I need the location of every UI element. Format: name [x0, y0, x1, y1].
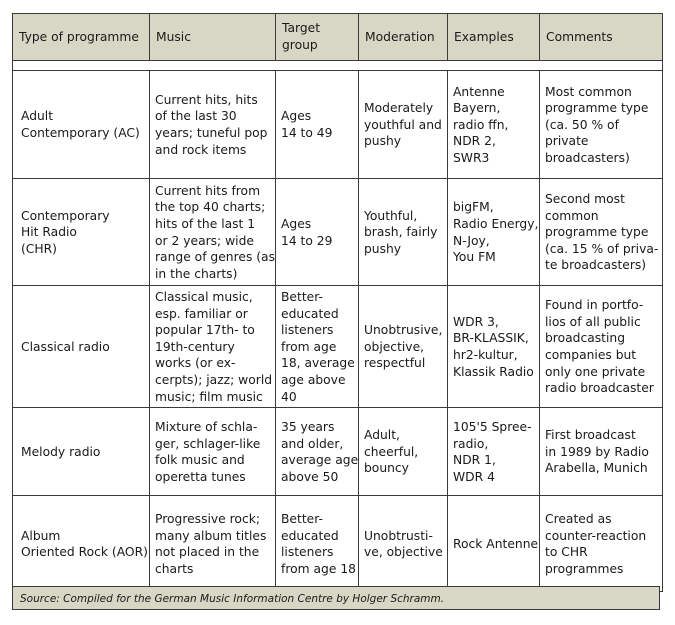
- cell-text-line: radio,: [453, 436, 489, 451]
- cell-text-line: brash, fairly: [364, 225, 438, 240]
- cell-text-line: NDR 1,: [453, 453, 496, 468]
- cell-text-line: from age 18: [281, 561, 356, 576]
- header-type: Type of programme: [13, 14, 150, 61]
- examples-cell: [448, 496, 540, 592]
- header-comments: Comments: [540, 14, 663, 61]
- target-group-cell: [276, 179, 359, 286]
- cell-text-line: youthful and: [364, 117, 442, 132]
- cell-text-line: Unobtrusti-: [364, 528, 433, 543]
- target-group-cell: [276, 286, 359, 408]
- table-row: [13, 71, 663, 179]
- cell-text-line: ger, schlager-like: [155, 436, 261, 451]
- cell-text-line: Unobtrusive,: [364, 323, 443, 338]
- cell-text-line: above 50: [281, 469, 339, 484]
- music-cell: [150, 286, 276, 408]
- cell-text-line: esp. familiar or: [155, 306, 248, 321]
- comments-cell: [540, 179, 663, 286]
- cell-text-line: hr2-kultur,: [453, 348, 518, 363]
- cell-text-line: Moderately: [364, 101, 434, 116]
- cell-text-line: Created as: [545, 511, 612, 526]
- cell-text-line: bouncy: [364, 461, 409, 476]
- target-group-cell: [276, 408, 359, 496]
- cell-text-line: Melody radio: [21, 444, 101, 459]
- cell-text-line: Rock Antenne: [453, 536, 539, 551]
- examples-cell: [448, 71, 540, 179]
- table-row: [13, 496, 663, 592]
- header-music: Music: [150, 14, 276, 61]
- programme-types-table: [12, 13, 663, 592]
- cell-text-line: counter-reaction: [545, 528, 647, 543]
- cell-text-line: pushy: [364, 134, 402, 149]
- cell-text-line: Album: [21, 528, 61, 543]
- music-cell: [150, 496, 276, 592]
- cell-text-line: Youthful,: [364, 208, 418, 223]
- cell-text-line: Found in portfo-: [545, 298, 644, 313]
- cell-text-line: programme type: [545, 225, 649, 240]
- programme-types-table-wrapper: [12, 13, 662, 592]
- cell-text-line: 35 years: [281, 419, 335, 434]
- cell-text-line: (ca. 50 % of: [545, 117, 619, 132]
- cell-text-line: Ages: [281, 109, 312, 124]
- cell-text-line: broadcasters): [545, 150, 630, 165]
- cell-text-line: only one private: [545, 364, 646, 379]
- header-moderation: Moderation: [359, 14, 448, 61]
- type-cell: [13, 496, 150, 592]
- table-body: [13, 61, 663, 592]
- cell-text-line: Oriented Rock (AOR): [21, 545, 148, 560]
- cell-text-line: works (or ex-: [155, 356, 236, 371]
- comments-cell: [540, 408, 663, 496]
- cell-text-line: Adult,: [364, 428, 400, 443]
- target-group-cell: [276, 496, 359, 592]
- cell-text-line: ve, objective: [364, 545, 443, 560]
- cell-text-line: cerpts); jazz; world: [155, 372, 273, 387]
- source-note: Source: Compiled for the German Music Information Centre by Holger Schramm.: [12, 586, 660, 610]
- cell-text-line: Antenne: [453, 84, 505, 99]
- cell-text-line: Current hits, hits: [155, 92, 258, 107]
- cell-text-line: 18, average: [281, 356, 355, 371]
- cell-text-line: Mixture of schla-: [155, 419, 258, 434]
- cell-text-line: Contemporary: [21, 208, 110, 223]
- cell-text-line: Ages: [281, 216, 312, 231]
- cell-text-line: lios of all public: [545, 314, 641, 329]
- cell-text-line: te broadcasters): [545, 258, 647, 273]
- cell-text-line: or 2 years; wide: [155, 233, 254, 248]
- cell-text-line: in 1989 by Radio: [545, 444, 649, 459]
- cell-text-line: 40: [281, 389, 297, 404]
- cell-text-line: Second most: [545, 192, 625, 207]
- cell-text-line: WDR 3,: [453, 314, 499, 329]
- cell-text-line: Most common: [545, 84, 632, 99]
- cell-text-line: broadcasting: [545, 331, 625, 346]
- cell-text-line: charts: [155, 561, 194, 576]
- cell-text-line: educated: [281, 528, 339, 543]
- header-examples: Examples: [448, 14, 540, 61]
- cell-text-line: Better-: [281, 290, 323, 304]
- cell-text-line: N-Joy,: [453, 233, 490, 248]
- cell-text-line: Classical music,: [155, 290, 253, 304]
- cell-text-line: range of genres (as: [155, 250, 275, 265]
- cell-text-line: age above: [281, 372, 346, 387]
- music-cell: [150, 71, 276, 179]
- cell-text-line: You FM: [453, 250, 496, 265]
- cell-text-line: of the last 30: [155, 109, 237, 124]
- type-cell: [13, 286, 150, 408]
- cell-text-line: and rock items: [155, 142, 247, 157]
- cell-text-line: in the charts): [155, 266, 238, 281]
- comments-cell: [540, 71, 663, 179]
- cell-text-line: radio broadcaster: [545, 381, 654, 396]
- cell-text-line: Klassik Radio: [453, 364, 534, 379]
- moderation-cell: [359, 179, 448, 286]
- cell-text-line: NDR 2,: [453, 134, 496, 149]
- examples-cell: [448, 179, 540, 286]
- cell-text-line: pushy: [364, 241, 402, 256]
- cell-text-line: Current hits from: [155, 183, 261, 198]
- cell-text-line: operetta tunes: [155, 469, 246, 484]
- cell-text-line: to CHR: [545, 545, 588, 560]
- cell-text-line: private: [545, 134, 589, 149]
- cell-text-line: 14 to 29: [281, 233, 333, 248]
- cell-text-line: 19th-century: [155, 339, 235, 354]
- cell-text-line: Bayern,: [453, 101, 501, 116]
- cell-text-line: the top 40 charts;: [155, 200, 266, 215]
- cell-text-line: and older,: [281, 436, 344, 451]
- cell-text-line: many album titles: [155, 528, 267, 543]
- table-row: [13, 179, 663, 286]
- cell-text-line: respectful: [364, 356, 426, 371]
- cell-text-line: years; tuneful pop: [155, 126, 268, 140]
- header-target-group: Target group: [276, 14, 359, 61]
- cell-text-line: from age: [281, 339, 337, 354]
- cell-text-line: hits of the last 1: [155, 216, 256, 231]
- moderation-cell: [359, 286, 448, 408]
- cell-text-line: folk music and: [155, 453, 245, 468]
- cell-text-line: common: [545, 208, 599, 223]
- cell-text-line: 14 to 49: [281, 126, 333, 140]
- cell-text-line: listeners: [281, 323, 334, 338]
- target-group-cell: [276, 71, 359, 179]
- moderation-cell: [359, 71, 448, 179]
- type-cell: [13, 408, 150, 496]
- cell-text-line: Progressive rock;: [155, 511, 260, 526]
- cell-text-line: programmes: [545, 561, 624, 576]
- cell-text-line: music; film music: [155, 389, 263, 404]
- cell-text-line: educated: [281, 306, 339, 321]
- cell-text-line: (ca. 15 % of priva-: [545, 241, 659, 256]
- cell-text-line: SWR3: [453, 150, 490, 165]
- cell-text-line: not placed in the: [155, 545, 260, 560]
- cell-text-line: cheerful,: [364, 444, 419, 459]
- table-row: [13, 408, 663, 496]
- moderation-cell: [359, 408, 448, 496]
- cell-text-line: programme type: [545, 101, 649, 116]
- cell-text-line: Contemporary (AC): [21, 126, 140, 140]
- cell-text-line: 105'5 Spree-: [453, 419, 532, 434]
- header-row: [13, 14, 663, 61]
- cell-text-line: Classical radio: [21, 339, 110, 354]
- examples-cell: [448, 408, 540, 496]
- cell-text-line: average age: [281, 453, 359, 468]
- cell-text-line: listeners: [281, 545, 334, 560]
- cell-text-line: BR-KLASSIK,: [453, 331, 529, 346]
- cell-text-line: First broadcast: [545, 428, 636, 443]
- type-cell: [13, 71, 150, 179]
- cell-text-line: radio ffn,: [453, 117, 509, 132]
- table-row: [13, 286, 663, 408]
- cell-text-line: Adult: [21, 109, 54, 124]
- cell-text-line: popular 17th- to: [155, 323, 255, 338]
- cell-text-line: objective,: [364, 339, 425, 354]
- music-cell: [150, 179, 276, 286]
- row-spacer-cell: [13, 61, 663, 71]
- moderation-cell: [359, 496, 448, 592]
- row-spacer: [13, 61, 663, 71]
- examples-cell: [448, 286, 540, 408]
- music-cell: [150, 408, 276, 496]
- cell-text-line: WDR 4: [453, 469, 495, 484]
- cell-text-line: Hit Radio: [21, 225, 77, 240]
- cell-text-line: companies but: [545, 348, 637, 363]
- type-cell: [13, 179, 150, 286]
- comments-cell: [540, 496, 663, 592]
- cell-text-line: Arabella, Munich: [545, 461, 648, 476]
- cell-text-line: (CHR): [21, 241, 57, 256]
- cell-text-line: Better-: [281, 511, 323, 526]
- cell-text-line: bigFM,: [453, 200, 494, 215]
- cell-text-line: Radio Energy,: [453, 216, 539, 231]
- comments-cell: [540, 286, 663, 408]
